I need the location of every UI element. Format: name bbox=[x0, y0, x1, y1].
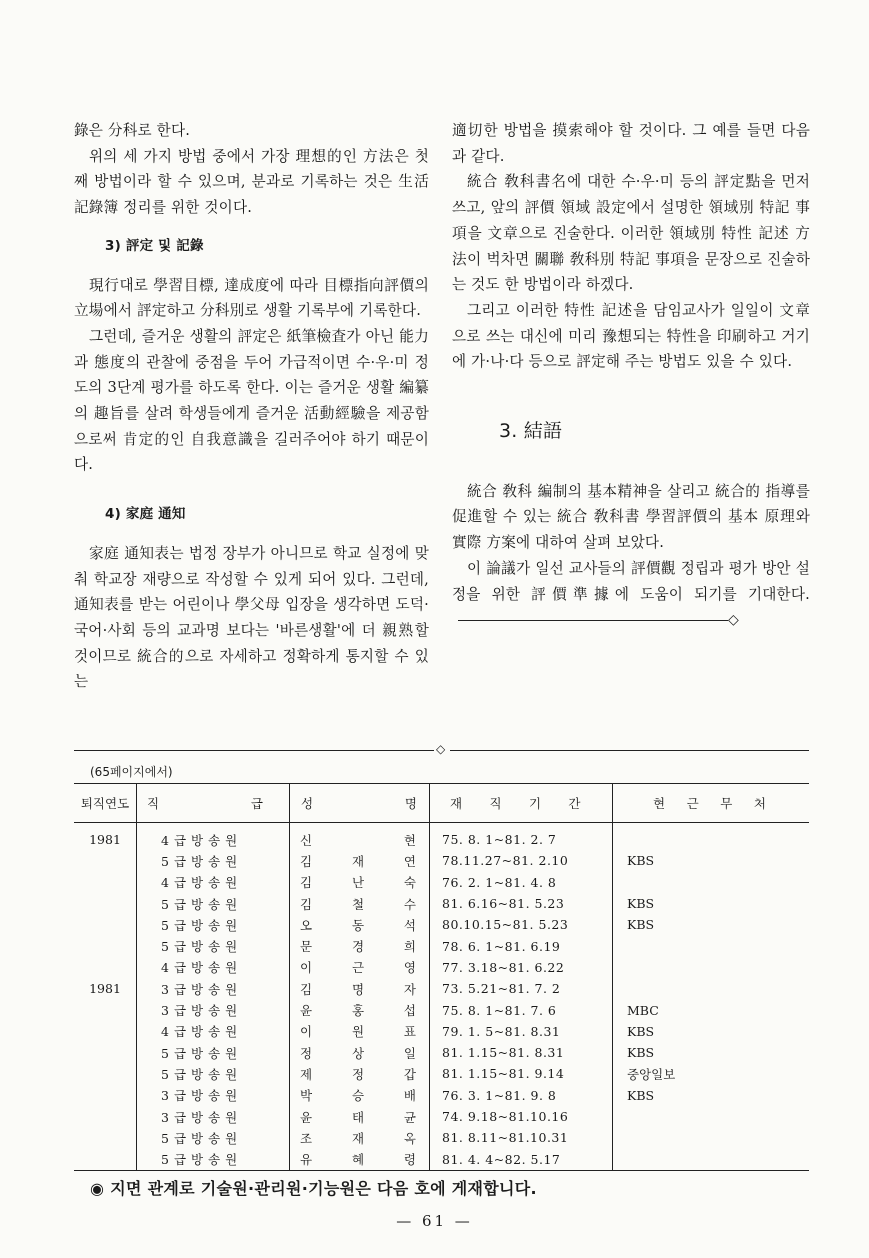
left-paragraph-5: 家庭 通知表는 법정 장부가 아니므로 학교 실정에 맞춰 학교장 재량으로 작성할 수 있게 되어 있다. 그런데, 通知表를 받는 어린이나 學父母 입장을 생각하면 도덕·국어·사회 등의 교과명 보다는 '바른생활'에 더 親熟할 것이므로 統合的으로 자세하고 정확하게 통지할 수 있는 bbox=[74, 544, 429, 691]
name-char: 자 bbox=[403, 981, 417, 997]
cell-workplace: KBS bbox=[627, 917, 655, 933]
cell-period: 81. 6.16~81. 5.23 bbox=[430, 893, 613, 914]
name-char: 표 bbox=[403, 1024, 417, 1040]
table-row bbox=[74, 893, 809, 914]
subheading-evaluation-record: 3) 評定 및 記錄 bbox=[105, 237, 204, 254]
name-char: 명 bbox=[351, 981, 366, 997]
cell-grade: 5급방송원 bbox=[137, 1042, 290, 1063]
cell-grade: 3급방송원 bbox=[137, 1085, 290, 1106]
cell-period: 81. 8.11~81.10.31 bbox=[430, 1127, 613, 1148]
cell-workplace: 중앙일보 bbox=[627, 1066, 676, 1082]
cell-year: 1981 bbox=[74, 823, 137, 851]
end-rule bbox=[458, 620, 728, 621]
header-workplace: 현 근 무 처 bbox=[613, 784, 810, 823]
page-number: — 61 — bbox=[396, 1212, 473, 1230]
cell-grade: 5급방송원 bbox=[137, 1127, 290, 1148]
cell-grade: 5급방송원 bbox=[137, 935, 290, 956]
name-char: 경 bbox=[351, 939, 366, 955]
name-char: 김 bbox=[300, 875, 314, 891]
divider-diamond-icon: ◇ bbox=[436, 742, 446, 756]
cell-workplace bbox=[613, 823, 810, 851]
cell-year bbox=[74, 1148, 137, 1170]
name-char: 옥 bbox=[403, 1130, 417, 1146]
name-char: 수 bbox=[403, 896, 417, 912]
cell-period: 79. 1. 5~81. 8.31 bbox=[430, 1021, 613, 1042]
cell-workplace: KBS bbox=[627, 1087, 655, 1103]
right-paragraph-2: 統合 敎科書名에 대한 수·우·미 등의 評定點을 먼저 쓰고, 앞의 評價 領域 設定에서 설명한 領域別 特記 事項을 文章으로 진술한다. 이러한 領域別 特性 記述 方法이 벅차면 關聯 敎科別 特記 事項을 문장으로 진술하는 것도 한 방법이라 하겠다. bbox=[452, 173, 810, 294]
cell-name bbox=[290, 935, 430, 956]
table-row bbox=[74, 978, 809, 999]
name-char: 희 bbox=[403, 939, 417, 955]
table-row bbox=[74, 823, 809, 851]
cell-grade: 5급방송원 bbox=[137, 893, 290, 914]
cell-grade: 5급방송원 bbox=[137, 850, 290, 871]
cell-name bbox=[290, 872, 430, 893]
cell-name bbox=[290, 1021, 430, 1042]
cell-name bbox=[290, 1042, 430, 1063]
name-char: 상 bbox=[351, 1045, 366, 1061]
table-body bbox=[74, 823, 809, 1171]
name-char: 혜 bbox=[351, 1152, 366, 1168]
name-char: 윤 bbox=[300, 1003, 314, 1019]
right-paragraph-5-text: 이 論議가 일선 교사들의 評價觀 정립과 평가 방안 설정을 위한 評價準據에 도움이 되기를 기대한다. bbox=[452, 559, 810, 603]
name-char: 일 bbox=[403, 1045, 417, 1061]
name-char: 원 bbox=[351, 1024, 366, 1040]
name-char: 정 bbox=[351, 1066, 366, 1082]
table-row bbox=[74, 999, 809, 1020]
cell-name bbox=[290, 1148, 430, 1170]
name-char: 태 bbox=[351, 1109, 366, 1125]
name-char: 섭 bbox=[403, 1003, 417, 1019]
name-char: 이 bbox=[300, 1024, 314, 1040]
right-paragraph-3: 그리고 이러한 特性 記述을 담임교사가 일일이 文章으로 쓰는 대신에 미리 豫想되는 特性을 印刷하고 거기에 가·나·다 등으로 評定해 주는 방법도 있을 수 있다. bbox=[452, 301, 810, 371]
name-char: 오 bbox=[300, 917, 314, 933]
name-char: 조 bbox=[300, 1130, 314, 1146]
name-char: 갑 bbox=[403, 1066, 417, 1082]
cell-grade: 5급방송원 bbox=[137, 914, 290, 935]
right-paragraph-1: 適切한 방법을 摸索해야 할 것이다. 그 예를 들면 다음과 같다. bbox=[452, 122, 810, 165]
table-row bbox=[74, 914, 809, 935]
cell-grade: 4급방송원 bbox=[137, 957, 290, 978]
table-header-row bbox=[74, 784, 809, 823]
name-char: 윤 bbox=[300, 1109, 314, 1125]
cell-period: 76. 3. 1~81. 9. 8 bbox=[430, 1085, 613, 1106]
cell-workplace bbox=[613, 935, 810, 956]
cell-year bbox=[74, 872, 137, 893]
name-char: 철 bbox=[351, 896, 366, 912]
left-column bbox=[74, 118, 429, 695]
name-char: 제 bbox=[300, 1066, 314, 1082]
header-grade: 직 급 bbox=[137, 784, 290, 823]
cell-name bbox=[290, 850, 430, 871]
cell-period: 74. 9.18~81.10.16 bbox=[430, 1106, 613, 1127]
name-char: 김 bbox=[300, 981, 314, 997]
name-char: 현 bbox=[403, 832, 417, 848]
name-char: 홍 bbox=[351, 1003, 366, 1019]
name-char: 재 bbox=[351, 853, 366, 869]
name-char: 문 bbox=[300, 939, 314, 955]
cell-workplace: MBC bbox=[627, 1002, 659, 1018]
right-paragraph-4: 統合 敎科 編制의 基本精神을 살리고 統合的 指導를 促進할 수 있는 統合 敎科書 學習評價의 基本 原理와 實際 方案에 대하여 살펴 보았다. bbox=[452, 482, 810, 552]
table-row bbox=[74, 872, 809, 893]
divider-line-left bbox=[74, 750, 434, 751]
cell-grade: 4급방송원 bbox=[137, 823, 290, 851]
name-char: 령 bbox=[403, 1152, 417, 1168]
cell-workplace: KBS bbox=[627, 1023, 655, 1039]
table-row bbox=[74, 957, 809, 978]
cell-year bbox=[74, 935, 137, 956]
cell-grade: 4급방송원 bbox=[137, 1021, 290, 1042]
cell-year bbox=[74, 1106, 137, 1127]
name-char: 석 bbox=[403, 917, 417, 933]
table-row bbox=[74, 1127, 809, 1148]
header-name: 성 명 bbox=[290, 784, 430, 823]
cell-name bbox=[290, 999, 430, 1020]
cell-name bbox=[290, 823, 430, 851]
cell-grade: 5급방송원 bbox=[137, 1063, 290, 1084]
cell-period: 81. 1.15~81. 9.14 bbox=[430, 1063, 613, 1084]
table-row bbox=[74, 1042, 809, 1063]
cell-workplace bbox=[613, 1106, 810, 1127]
name-char: 김 bbox=[300, 853, 314, 869]
cell-grade: 5급방송원 bbox=[137, 1148, 290, 1170]
left-paragraph-2: 위의 세 가지 방법 중에서 가장 理想的인 方法은 첫째 방법이라 할 수 있으며, 분과로 기록하는 것은 生活記錄簿 정리를 위한 것이다. bbox=[74, 147, 429, 217]
bullseye-icon: ◉ bbox=[90, 1179, 105, 1198]
name-char: 박 bbox=[300, 1088, 314, 1104]
cell-grade: 4급방송원 bbox=[137, 872, 290, 893]
cell-grade: 3급방송원 bbox=[137, 999, 290, 1020]
cell-name bbox=[290, 1085, 430, 1106]
cell-workplace bbox=[613, 872, 810, 893]
cell-period: 81. 4. 4~82. 5.17 bbox=[430, 1148, 613, 1170]
table-row bbox=[74, 1148, 809, 1170]
cell-year bbox=[74, 1085, 137, 1106]
name-char: 승 bbox=[351, 1088, 366, 1104]
table-row bbox=[74, 1021, 809, 1042]
cell-period: 76. 2. 1~81. 4. 8 bbox=[430, 872, 613, 893]
name-char: 정 bbox=[300, 1045, 314, 1061]
cell-workplace: KBS bbox=[627, 853, 655, 869]
header-year: 퇴직연도 bbox=[74, 784, 137, 823]
left-paragraph-3: 現行대로 學習目標, 達成度에 따라 目標指向評價의 立場에서 評定하고 分科別로 생활 기록부에 기록한다. bbox=[74, 276, 429, 320]
cell-period: 73. 5.21~81. 7. 2 bbox=[430, 978, 613, 999]
name-char: 근 bbox=[351, 960, 366, 976]
cell-name bbox=[290, 1106, 430, 1127]
cell-grade: 3급방송원 bbox=[137, 1106, 290, 1127]
name-char: 재 bbox=[351, 1130, 366, 1146]
name-char: 연 bbox=[403, 853, 417, 869]
cell-name bbox=[290, 914, 430, 935]
cell-period: 81. 1.15~81. 8.31 bbox=[430, 1042, 613, 1063]
notice-text: 지면 관계로 기술원·관리원·기능원은 다음 호에 게재합니다. bbox=[110, 1179, 537, 1198]
cell-workplace: KBS bbox=[627, 1045, 655, 1061]
name-char: 유 bbox=[300, 1152, 314, 1168]
cell-year bbox=[74, 999, 137, 1020]
cell-period: 77. 3.18~81. 6.22 bbox=[430, 957, 613, 978]
cell-year bbox=[74, 957, 137, 978]
left-paragraph-1: 錄은 分科로 한다. bbox=[74, 122, 191, 139]
cell-name bbox=[290, 893, 430, 914]
name-char: 난 bbox=[351, 875, 366, 891]
section-title-conclusion: 3. 結語 bbox=[499, 420, 563, 443]
cell-year bbox=[74, 893, 137, 914]
cell-workplace bbox=[613, 978, 810, 999]
continuation-note: (65페이지에서) bbox=[90, 765, 173, 779]
cell-year bbox=[74, 850, 137, 871]
table-row bbox=[74, 850, 809, 871]
cell-year bbox=[74, 914, 137, 935]
cell-period: 78. 6. 1~81. 6.19 bbox=[430, 935, 613, 956]
retirement-table bbox=[74, 783, 809, 1171]
left-paragraph-4: 그런데, 즐거운 생활의 評定은 紙筆檢査가 아닌 能力과 態度의 관찰에 중점을 두어 가급적이면 수·우·미 정도의 3단계 평가를 하도록 한다. 이는 즐거운 생활 編纂의 趣旨를 살려 학생들에게 즐거운 活動經驗을 제공함으로써 肯定的인 自我意識을 길러주어야 하기 때문이다. bbox=[74, 327, 429, 474]
cell-year: 1981 bbox=[74, 978, 137, 999]
cell-workplace bbox=[613, 957, 810, 978]
table-row bbox=[74, 1085, 809, 1106]
cell-period: 75. 8. 1~81. 2. 7 bbox=[430, 823, 613, 851]
cell-period: 80.10.15~81. 5.23 bbox=[430, 914, 613, 935]
subheading-home-notice: 4) 家庭 通知 bbox=[105, 506, 186, 523]
right-paragraph-5 bbox=[452, 556, 810, 634]
name-char: 영 bbox=[403, 960, 417, 976]
cell-period: 75. 8. 1~81. 7. 6 bbox=[430, 999, 613, 1020]
cell-year bbox=[74, 1042, 137, 1063]
cell-year bbox=[74, 1063, 137, 1084]
divider-line-right bbox=[450, 750, 809, 751]
name-char: 균 bbox=[403, 1109, 417, 1125]
name-char: 동 bbox=[351, 917, 366, 933]
cell-year bbox=[74, 1127, 137, 1148]
cell-name bbox=[290, 1127, 430, 1148]
table-row bbox=[74, 1063, 809, 1084]
notice-line bbox=[90, 1176, 537, 1199]
cell-name bbox=[290, 957, 430, 978]
cell-year bbox=[74, 1021, 137, 1042]
name-char: 신 bbox=[300, 832, 314, 848]
cell-workplace: KBS bbox=[627, 896, 655, 912]
name-char: 이 bbox=[300, 960, 314, 976]
name-char: 숙 bbox=[403, 875, 417, 891]
section-divider bbox=[74, 744, 809, 758]
name-char: 배 bbox=[403, 1088, 417, 1104]
table-row bbox=[74, 1106, 809, 1127]
right-column bbox=[452, 118, 810, 634]
cell-grade: 3급방송원 bbox=[137, 978, 290, 999]
cell-name bbox=[290, 1063, 430, 1084]
end-diamond-icon: ◇ bbox=[728, 612, 739, 629]
table-row bbox=[74, 935, 809, 956]
header-period: 재 직 기 간 bbox=[430, 784, 613, 823]
cell-workplace bbox=[613, 1127, 810, 1148]
name-char: 김 bbox=[300, 896, 314, 912]
cell-workplace bbox=[613, 1148, 810, 1170]
cell-name bbox=[290, 978, 430, 999]
cell-period: 78.11.27~81. 2.10 bbox=[430, 850, 613, 871]
